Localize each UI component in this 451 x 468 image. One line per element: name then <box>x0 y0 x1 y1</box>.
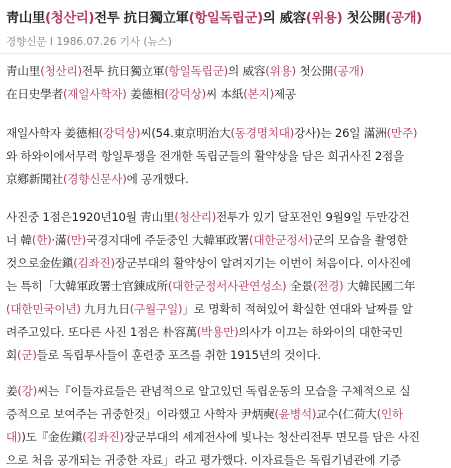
text-line <box>6 122 446 145</box>
body-text: 전투 抗日獨立軍 <box>81 64 165 78</box>
body-text: )도『金佐鎭 <box>21 430 83 444</box>
body-text: 회 <box>6 348 17 362</box>
title-hangul-gloss: (공개) <box>385 11 422 26</box>
text-line <box>6 403 446 426</box>
hangul-gloss: (한) <box>31 233 52 247</box>
hangul-gloss: (대한군정서) <box>249 233 313 247</box>
body-text: 교수(仁荷大 <box>316 407 377 421</box>
text-line <box>6 206 446 229</box>
hangul-gloss: (대한군정서사관연성소) <box>167 279 287 293</box>
title-hangul-gloss: (위용) <box>305 11 343 26</box>
hangul-gloss: (김좌진) <box>73 256 115 270</box>
hangul-gloss: (전경) <box>312 279 344 293</box>
body-text: 국경지대에 주둔중인 大韓軍政署 <box>86 233 250 247</box>
hangul-gloss: (청산리) <box>174 210 217 224</box>
body-text: 재일사학자 姜德相 <box>6 126 99 140</box>
text-line <box>6 298 446 321</box>
hangul-gloss: (박용만) <box>196 325 239 339</box>
body-text: 려주고있다. 또다른 사진 1점은 朴容萬 <box>6 325 197 339</box>
hangul-gloss: (윤병석) <box>274 407 317 421</box>
body-text: 강사)는 26일 滿洲 <box>294 126 387 140</box>
paragraph-subheading <box>6 60 446 106</box>
hangul-gloss: (만) <box>66 233 87 247</box>
body-text: 」로 명확히 적혀있어 확실한 연대와 날짜를 알 <box>182 302 413 316</box>
article-meta: 경향신문 I 1986.07.26 기사 (뉴스) <box>6 36 172 48</box>
paragraph-intro <box>6 122 446 191</box>
hangul-gloss: (대한민국이년) <box>6 302 81 316</box>
hangul-gloss: (강) <box>17 384 38 398</box>
hangul-gloss: (김좌진) <box>82 430 124 444</box>
body-text: 는 특히「大韓軍政署士官鍊成所 <box>6 279 168 293</box>
title-hangul-gloss: (청산리) <box>45 11 95 26</box>
body-text: 전투가 있기 달포전인 9월9일 두만강건 <box>216 210 410 224</box>
paragraph-photo-description <box>6 206 446 367</box>
body-text: 씨 本紙 <box>205 87 244 101</box>
body-text: 장군부대의 활약상이 알려지기는 이번이 처음이다. 이사진에 <box>114 256 411 270</box>
hangul-gloss: (본지) <box>243 87 274 101</box>
body-text: 靑山里 <box>6 64 41 78</box>
text-line <box>6 83 446 106</box>
hangul-gloss: (동경명치대) <box>230 126 295 140</box>
body-text: 씨(54.東京明治大 <box>140 126 231 140</box>
body-text: 九月九日 <box>80 302 130 316</box>
body-text: 와 하와이에서무력 항일투쟁을 전개한 독립군들의 활약상을 담은 희귀사진 2점을 <box>6 149 405 163</box>
hangul-gloss: (구월구일) <box>129 302 183 316</box>
hangul-gloss: (경향신문사) <box>62 172 127 186</box>
hangul-gloss: (공개) <box>333 64 364 78</box>
hangul-gloss: (재일사학자) <box>62 87 127 101</box>
body-text: 大韓民國二年 <box>343 279 416 293</box>
body-text: 全景 <box>286 279 313 293</box>
article-title <box>6 7 446 26</box>
hangul-gloss: (군) <box>17 348 37 362</box>
text-line <box>6 60 446 83</box>
body-text: 사진중 1점은1920년10월 靑山里 <box>6 210 175 224</box>
title-hangul-gloss: (항일독립군) <box>188 11 263 26</box>
body-text: 첫公開 <box>295 64 334 78</box>
body-text: 장군부대의 세계전사에 빛나는 청산리전투 면모를 담은 사진 <box>123 430 420 444</box>
text-line <box>6 275 446 298</box>
body-text: 京鄕新聞社 <box>6 172 63 186</box>
body-text: 군의 모습을 촬영한 <box>312 233 408 247</box>
body-text: ·滿 <box>51 233 67 247</box>
body-text: 으로 처음 공개되는 귀중한 자료」라고 평가했다. 이자료들은 독립기념관에 기증 <box>6 453 401 467</box>
paragraph-evaluation <box>6 380 446 468</box>
body-text: 너 韓 <box>6 233 32 247</box>
text-line <box>6 449 446 468</box>
body-text: 증적으로 보여주는 귀중한것」이라했고 사학자 尹炳奭 <box>6 407 275 421</box>
hangul-gloss: (만주) <box>386 126 418 140</box>
text-line <box>6 168 446 191</box>
text-line <box>6 229 446 252</box>
hangul-gloss: (청산리) <box>40 64 82 78</box>
body-text: 것으로金佐鎭 <box>6 256 74 270</box>
text-line <box>6 344 446 367</box>
body-text: 의 威容 <box>227 64 266 78</box>
text-line <box>6 321 446 344</box>
hangul-gloss: 대) <box>6 430 22 444</box>
hangul-gloss: (강덕상) <box>98 126 141 140</box>
body-text: 姜 <box>6 384 18 398</box>
body-text: 제공 <box>273 87 296 101</box>
text-line <box>6 380 446 403</box>
text-line <box>6 426 446 449</box>
body-text: 에 공개했다. <box>126 172 189 186</box>
text-line <box>6 145 446 168</box>
title-text: 靑山里 <box>6 11 45 26</box>
body-text: 의사가 이끄는 하와이의 대한국민 <box>238 325 403 339</box>
body-text: 姜德相 <box>126 87 165 101</box>
hangul-gloss: (강덕상) <box>164 87 206 101</box>
title-text: 첫公開 <box>342 11 386 26</box>
hangul-gloss: (인하 <box>376 407 404 421</box>
body-text: 들로 독립투사들이 훈련중 포즈를 취한 1915년의 것이다. <box>36 348 321 362</box>
title-text: 의 威容 <box>262 11 306 26</box>
hangul-gloss: (항일독립군) <box>164 64 228 78</box>
hangul-gloss: (위용) <box>265 64 296 78</box>
text-line <box>6 252 446 275</box>
body-text: 씨는『이들자료들은 관념적으로 알고있던 독립운동의 모습을 구체적으로 실 <box>37 384 411 398</box>
body-text: 在日史學者 <box>6 87 63 101</box>
title-divider <box>0 53 451 54</box>
title-text: 전투 抗日獨立軍 <box>94 11 189 26</box>
